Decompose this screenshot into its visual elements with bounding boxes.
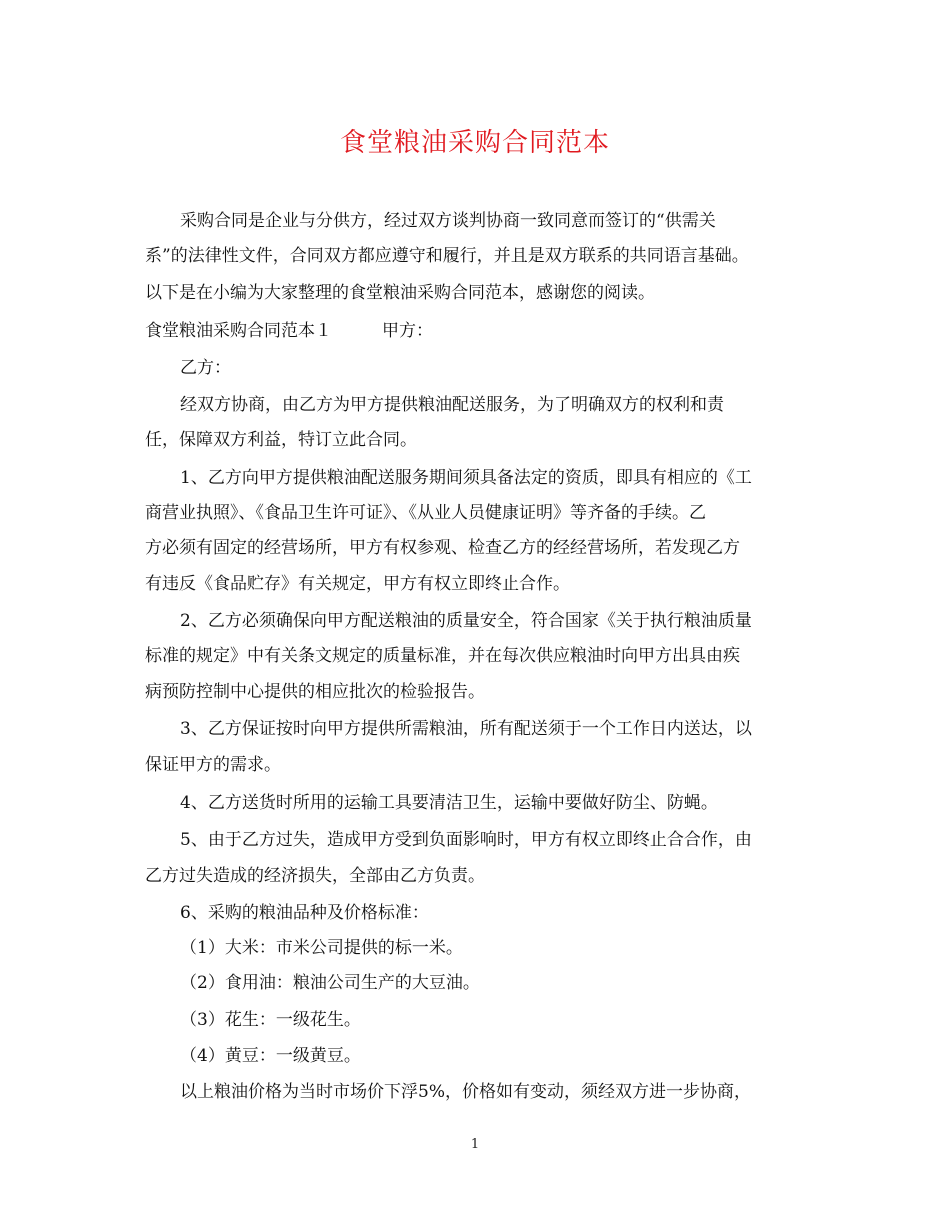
- price-note: 以上粮油价格为当时市场价下浮5%，价格如有变动，须经双方进一步协商，: [180, 1082, 751, 1102]
- list-item: （1）大米：市米公司提供的标一米。: [180, 938, 463, 958]
- list-item: （2）食用油：粮油公司生产的大豆油。: [180, 973, 480, 993]
- clause-2-line-3: 病预防控制中心提供的相应批次的检验报告。: [145, 682, 485, 702]
- list-item: （4）黄豆：一级黄豆。: [180, 1046, 361, 1066]
- party-a-label: 甲方：: [382, 321, 433, 341]
- document-title: 食堂粮油采购合同范本: [339, 128, 610, 158]
- preamble-line-1: 经双方协商，由乙方为甲方提供粮油配送服务，为了明确双方的权利和责: [180, 395, 724, 415]
- intro-line-2: 系”的法律性文件，合同双方都应遵守和履行，并且是双方联系的共同语言基础。: [145, 246, 749, 266]
- clause-1-line-1: 1、乙方向甲方提供粮油配送服务期间须具备法定的资质，即具有相应的《工: [180, 468, 752, 488]
- preamble-line-2: 任，保障双方利益，特订立此合同。: [145, 430, 417, 450]
- intro-line-1: 采购合同是企业与分供方，经过双方谈判协商一致同意而签订的“供需关: [180, 211, 716, 231]
- clause-1-line-3: 方必须有固定的经营场所，甲方有权参观、检查乙方的经经营场所，若发现乙方: [145, 538, 740, 558]
- party-b-label: 乙方：: [180, 358, 231, 378]
- clause-5-line-1: 5、由于乙方过失，造成甲方受到负面影响时，甲方有权立即终止合合作，由: [180, 830, 752, 850]
- clause-5-line-2: 乙方过失造成的经济损失，全部由乙方负责。: [145, 866, 485, 886]
- section-heading: 食堂粮油采购合同范本１: [145, 321, 332, 341]
- clause-2-line-2: 标准的规定》中有关条文规定的质量标准，并在每次供应粮油时向甲方出具由疾: [145, 646, 740, 666]
- page-number: 1: [470, 1137, 480, 1152]
- list-item: （3）花生：一级花生。: [180, 1010, 361, 1030]
- clause-1-line-2: 商营业执照》、《食品卫生许可证》、《从业人员健康证明》等齐备的手续。乙: [145, 503, 706, 523]
- intro-line-3: 以下是在小编为大家整理的食堂粮油采购合同范本，感谢您的阅读。: [145, 283, 655, 303]
- clause-2-line-1: 2、乙方必须确保向甲方配送粮油的质量安全，符合国家《关于执行粮油质量: [180, 611, 752, 631]
- clause-1-line-4: 有违反《食品贮存》有关规定，甲方有权立即终止合作。: [145, 574, 570, 594]
- clause-4-line-1: 4、乙方送货时所用的运输工具要清洁卫生，运输中要做好防尘、防蝇。: [180, 793, 718, 813]
- clause-3-line-1: 3、乙方保证按时向甲方提供所需粮油，所有配送须于一个工作日内送达，以: [180, 719, 752, 739]
- clause-6-line-1: 6、采购的粮油品种及价格标准：: [180, 903, 429, 923]
- clause-3-line-2: 保证甲方的需求。: [145, 755, 281, 775]
